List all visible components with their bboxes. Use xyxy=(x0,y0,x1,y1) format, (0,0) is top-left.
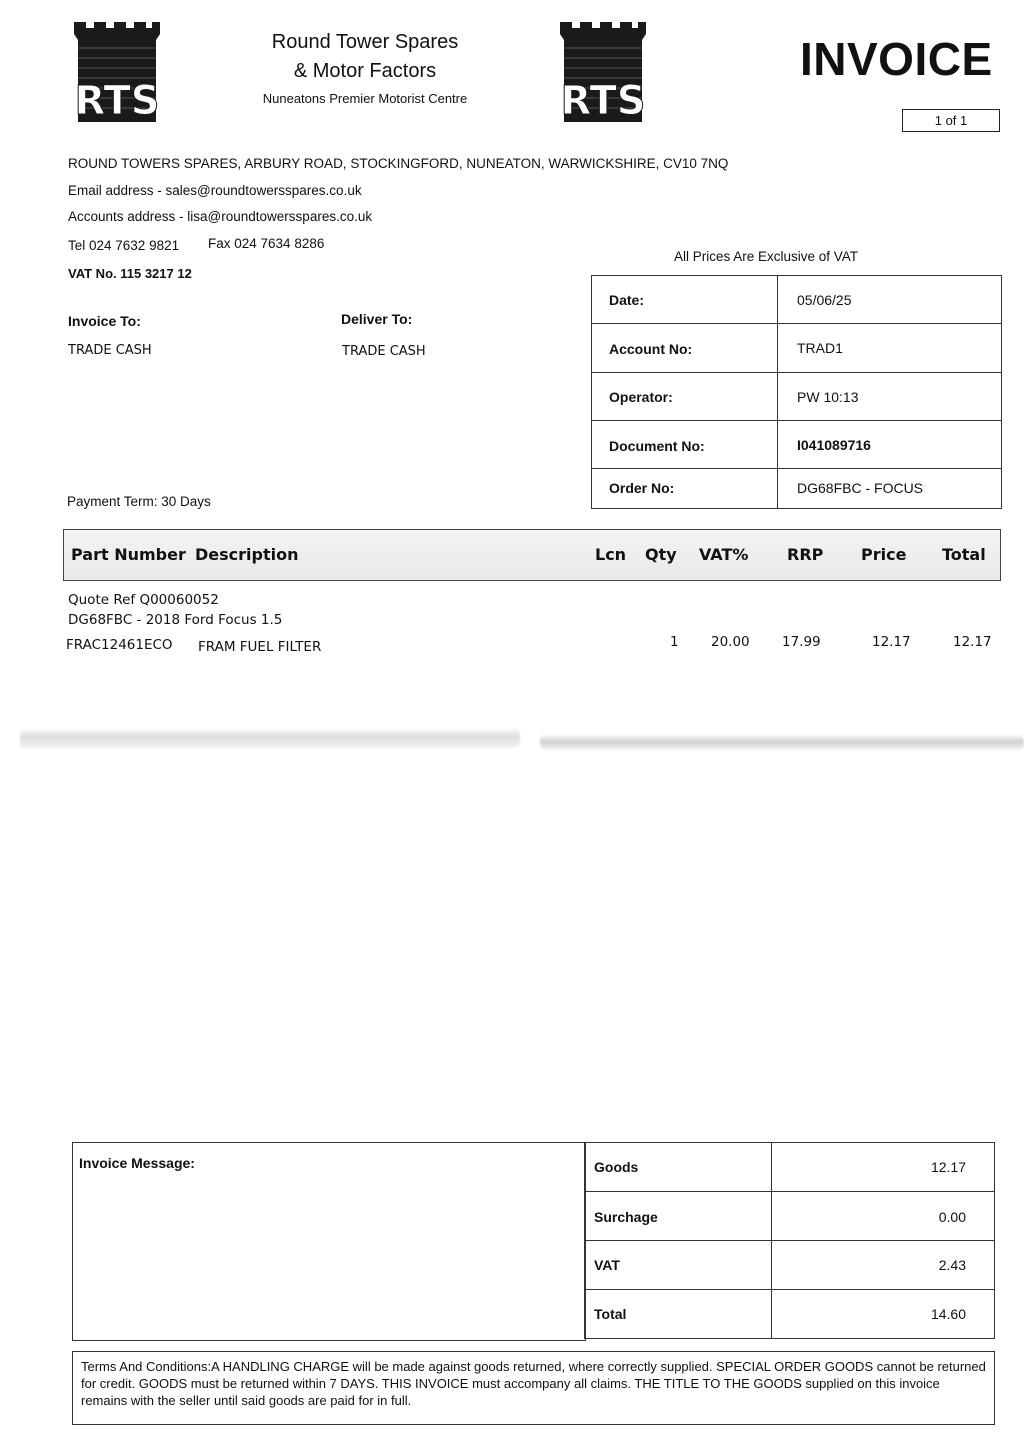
company-accounts-email: Accounts address - lisa@roundtowersspares.co.uk xyxy=(68,209,373,224)
info-label: Order No: xyxy=(609,480,675,496)
totals-value: 12.17 xyxy=(930,1159,966,1175)
info-value: PW 10:13 xyxy=(797,389,859,405)
cell-price: 12.17 xyxy=(872,634,911,650)
company-vat-number: VAT No. 115 3217 12 xyxy=(68,266,192,281)
page-indicator: 1 of 1 xyxy=(902,109,1000,132)
totals-label: Goods xyxy=(594,1159,639,1175)
info-value: TRAD1 xyxy=(797,340,843,356)
invoice-title: INVOICE xyxy=(800,33,993,85)
totals-value: 14.60 xyxy=(930,1306,966,1322)
totals-label: VAT xyxy=(594,1257,620,1273)
vehicle-description: DG68FBC - 2018 Ford Focus 1.5 xyxy=(68,612,283,628)
totals-table xyxy=(584,1142,995,1339)
company-logo-left xyxy=(72,18,162,122)
company-name-line2: & Motor Factors xyxy=(293,60,437,82)
info-label: Operator: xyxy=(609,389,673,405)
cell-vat: 20.00 xyxy=(711,634,750,650)
invoice-message-label: Invoice Message: xyxy=(79,1155,195,1171)
invoice-to-value: TRADE CASH xyxy=(68,343,152,358)
paper-fold-crease xyxy=(540,734,1024,750)
cell-total: 12.17 xyxy=(953,634,992,650)
terms-and-conditions: Terms And Conditions:A HANDLING CHARGE will be made against goods returned, where correctly supplied. SPECIAL ORDER GOODS cannot be returned for credit. GOODS must be returned within 7 DAYS. THIS INVOICE must accompany all claims. THE TITLE TO THE GOODS supplied on this invoice remains with the seller until said goods are paid for in full. xyxy=(72,1351,995,1425)
info-value: 05/06/25 xyxy=(797,292,852,308)
table-row xyxy=(0,633,1024,655)
company-name-line1: Round Tower Spares xyxy=(271,31,459,53)
info-row-date xyxy=(592,276,1001,324)
totals-row-surcharge xyxy=(585,1192,994,1241)
info-value: DG68FBC - FOCUS xyxy=(797,480,924,496)
deliver-to-label: Deliver To: xyxy=(341,311,413,327)
totals-row-goods xyxy=(585,1143,994,1192)
info-row-account xyxy=(592,324,1001,373)
company-tagline: Nuneatons Premier Motorist Centre xyxy=(262,91,468,106)
invoice-message-box xyxy=(72,1142,586,1341)
totals-label: Total xyxy=(594,1306,627,1322)
company-email: Email address - sales@roundtowersspares.co.uk xyxy=(68,183,362,198)
header-vat: VAT% xyxy=(699,545,749,564)
company-logo-right xyxy=(558,18,648,122)
prices-note: All Prices Are Exclusive of VAT xyxy=(674,249,859,264)
company-address: ROUND TOWERS SPARES, ARBURY ROAD, STOCKINGFORD, NUNEATON, WARWICKSHIRE, CV10 7NQ xyxy=(68,156,729,171)
totals-label: Surchage xyxy=(594,1209,658,1225)
deliver-to-value: TRADE CASH xyxy=(342,344,426,359)
company-fax: Fax 024 7634 8286 xyxy=(208,236,325,251)
header-rrp: RRP xyxy=(787,545,824,564)
paper-fold-crease xyxy=(20,728,520,748)
cell-part-number: FRAC12461ECO xyxy=(66,637,173,653)
header-description: Description xyxy=(195,545,299,564)
items-table-header xyxy=(63,529,1001,581)
svg-text:RTS: RTS xyxy=(74,78,160,122)
quote-reference: Quote Ref Q00060052 xyxy=(68,592,219,608)
info-label: Document No: xyxy=(609,438,705,454)
info-row-document xyxy=(592,421,1001,469)
company-name xyxy=(240,28,490,86)
svg-text:RTS: RTS xyxy=(560,78,646,122)
payment-term: Payment Term: 30 Days xyxy=(67,494,211,509)
totals-value: 2.43 xyxy=(938,1257,966,1273)
invoice-info-table xyxy=(591,275,1002,509)
info-row-operator xyxy=(592,373,1001,421)
cell-description: FRAM FUEL FILTER xyxy=(198,639,322,655)
header-part-number: Part Number xyxy=(71,545,186,564)
cell-qty: 1 xyxy=(670,634,679,650)
info-value: I041089716 xyxy=(797,437,871,453)
company-tel: Tel 024 7632 9821 xyxy=(68,238,180,253)
totals-row-vat xyxy=(585,1241,994,1290)
header-price: Price xyxy=(861,545,907,564)
header-qty: Qty xyxy=(645,545,677,564)
totals-value: 0.00 xyxy=(938,1209,966,1225)
header-total: Total xyxy=(942,545,986,564)
info-label: Date: xyxy=(609,292,645,308)
header-lcn: Lcn xyxy=(595,545,627,564)
info-row-order xyxy=(592,469,1001,508)
info-label: Account No: xyxy=(609,341,693,357)
totals-row-total xyxy=(585,1290,994,1338)
invoice-to-label: Invoice To: xyxy=(68,313,141,329)
cell-rrp: 17.99 xyxy=(782,634,821,650)
